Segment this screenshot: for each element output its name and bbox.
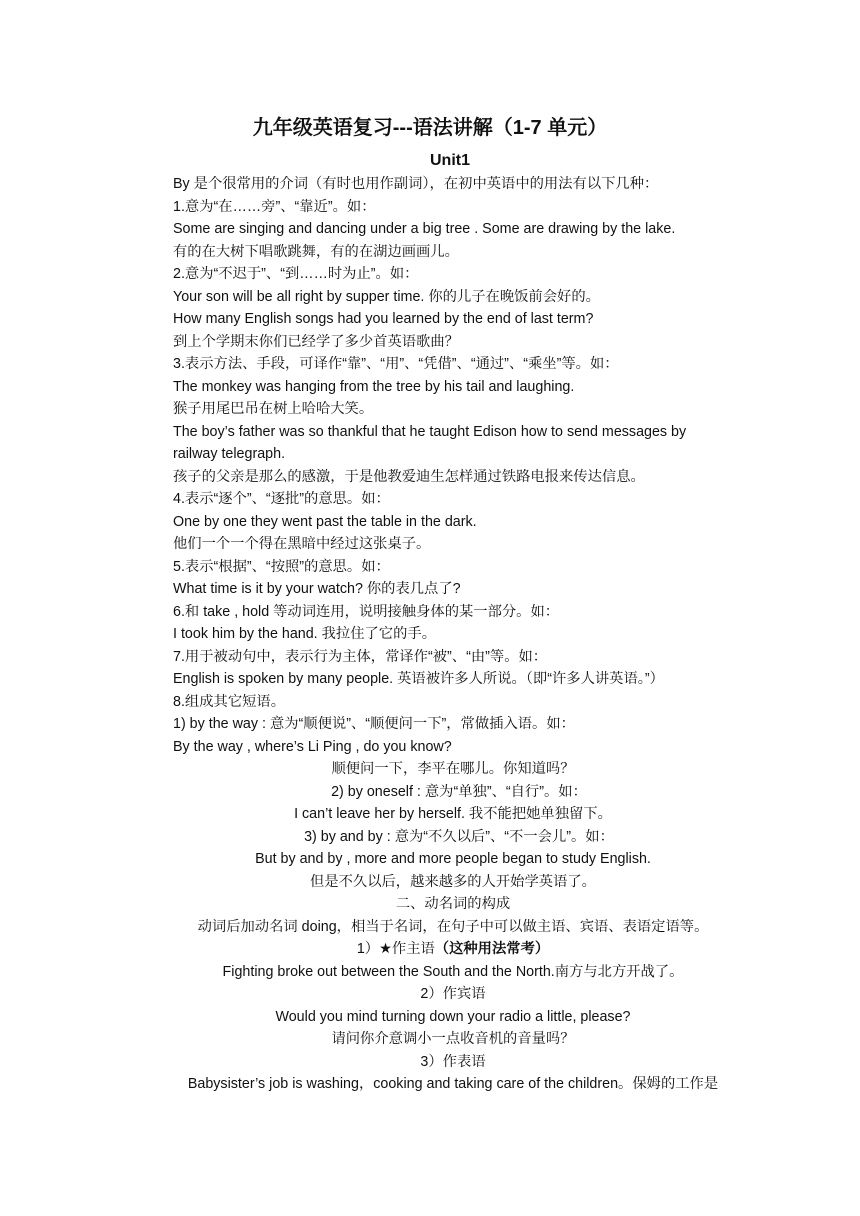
body-line: By 是个很常用的介词（有时也用作副词），在初中英语中的用法有以下几种： — [173, 176, 659, 192]
usage-heading-predicative: 3）作表语 — [420, 1053, 486, 1070]
body-line: By the way , where’s Li Ping , do you know? — [173, 738, 452, 755]
centered-line: 请问你介意调小一点收音机的音量吗？ — [331, 1031, 575, 1047]
body-line: 1) by the way : 意为“顺便说”、“顺便问一下”，常做插入语。如： — [173, 716, 575, 732]
usage-heading-object: 2）作宾语 — [420, 986, 486, 1002]
body-line: Some are singing and dancing under a big tree . Some are drawing by the lake. — [173, 221, 676, 237]
centered-line: 顺便问一下，李平在哪儿。你知道吗？ — [331, 761, 575, 777]
body-line: 1.意为“在……旁”、“靠近”。如： — [173, 198, 376, 215]
body-line: The boy’s father was so thankful that he taught Edison how to send messages by railway telegraph. — [173, 423, 687, 462]
centered-line: Fighting broke out between the South and the North.南方与北方开战了。 — [222, 963, 684, 980]
centered-line: I can’t leave her by herself. 我不能把她单独留下。 — [294, 806, 612, 822]
usage-note: （这种用法常考） — [434, 941, 550, 957]
centered-line: 2) by oneself : 意为“单独”、“自行”。如： — [331, 783, 587, 800]
body-line: 孩子的父亲是那么的感激，于是他教爱迪生怎样通过铁路电报来传达信息。 — [173, 468, 645, 485]
usage-heading-subject — [173, 938, 733, 961]
body-line: I took him by the hand. 我拉住了它的手。 — [173, 626, 436, 642]
centered-line: 动词后加动名词 doing，相当于名词，在句子中可以做主语、宾语、表语定语等。 — [197, 918, 709, 935]
usage-label: 1）★作主语 — [356, 941, 435, 957]
body-line: 8.组成其它短语。 — [173, 693, 286, 710]
document-body — [173, 173, 733, 1096]
centered-line: 3) by and by : 意为“不久以后”、“不一会儿”。如： — [304, 828, 614, 845]
body-line: 猴子用尾巴吊在树上哈哈大笑。 — [173, 401, 374, 417]
section-heading: 二、动名词的构成 — [395, 896, 511, 912]
body-line: 2.意为“不迟于”、“到……时为止”。如： — [173, 266, 419, 282]
body-line: 6.和 take , hold 等动词连用，说明接触身体的某一部分。如： — [173, 603, 560, 620]
body-line: 3.表示方法、手段，可译作“靠”、“用”、“凭借”、“通过”、“乘坐”等。如： — [173, 356, 619, 372]
body-line: 有的在大树下唱歌跳舞，有的在湖边画画儿。 — [173, 243, 459, 260]
body-line: One by one they went past the table in the dark. — [173, 513, 477, 530]
body-line: 他们一个一个得在黑暗中经过这张桌子。 — [173, 536, 431, 552]
centered-line: But by and by , more and more people began to study English. — [255, 851, 651, 867]
centered-line: Would you mind turning down your radio a little, please? — [275, 1008, 631, 1025]
body-line: What time is it by your watch? 你的表几点了? — [173, 581, 461, 597]
body-line: 到上个学期末你们已经学了多少首英语歌曲？ — [173, 333, 459, 350]
body-line: Your son will be all right by supper time. 你的儿子在晚饭前会好的。 — [173, 288, 600, 305]
body-line: English is spoken by many people. 英语被许多人所说。（即“许多人讲英语。”） — [173, 671, 664, 687]
unit-heading: Unit1 — [430, 152, 470, 169]
centered-line: Babysister’s job is washing，cooking and taking care of the children。保姆的工作是 — [187, 1076, 719, 1092]
document-title: 九年级英语复习---语法讲解（1-7 单元） — [252, 117, 608, 139]
centered-line: 但是不久以后，越来越多的人开始学英语了。 — [310, 873, 596, 890]
body-line: 7.用于被动句中，表示行为主体，常译作“被”、“由”等。如： — [173, 648, 548, 665]
body-line: 4.表示“逐个”、“逐批”的意思。如： — [173, 491, 390, 507]
body-line: 5.表示“根据”、“按照”的意思。如： — [173, 558, 390, 575]
body-line: How many English songs had you learned by the end of last term? — [173, 311, 594, 327]
body-line: The monkey was hanging from the tree by his tail and laughing. — [173, 378, 575, 395]
